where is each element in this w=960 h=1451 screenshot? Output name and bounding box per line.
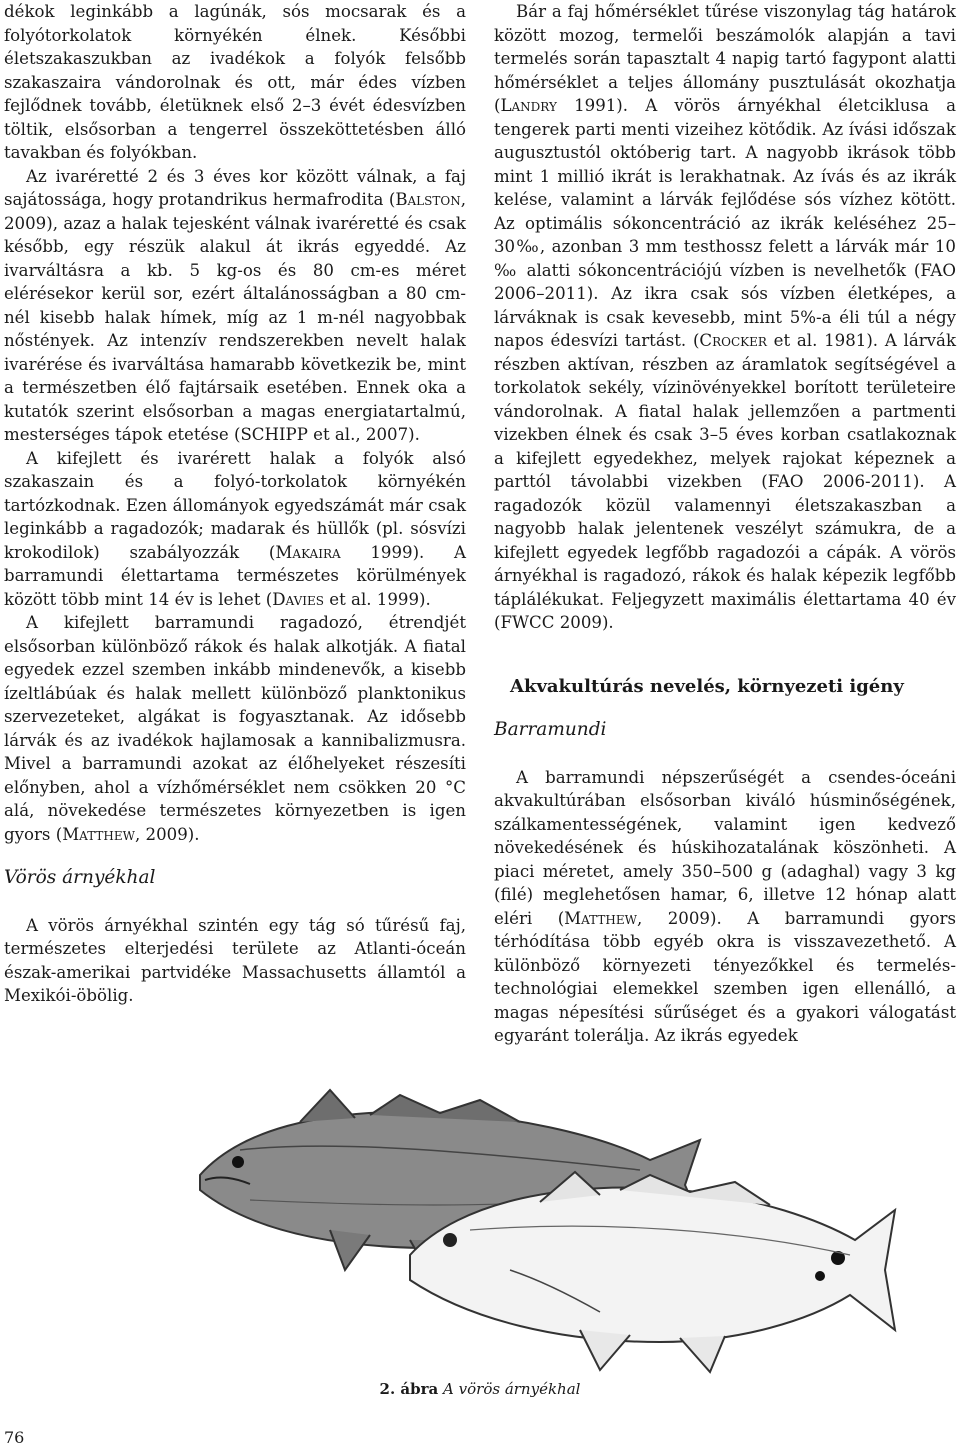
citation-landry: Landry: [500, 96, 557, 115]
citation-davies: Davies: [272, 589, 325, 609]
subheading-barramundi: Barramundi: [494, 719, 607, 740]
left-paragraph-2: Az ivaréretté 2 és 3 éves kor között válnak, a faj sajátossága, hogy protandrikus hermafrodita (Balston, 2009), azaz a halak tejesként válnak ivaréretté és csak később, egy részük alakul át ikrás egyeddé. Az ivarváltásra a kb. 5 kg-os és 80 cm-es méret elérésekor kerül sor, ezért általánosságban a 80 cm-nél kisebb halak hímek, míg az 1 m-nél nagyobbak nőstények. Az intenzív rendszerekben nevelt halak ivarérése és ivarváltása hamarabb következik be, mint a természetben élő fajtársaik esetében. Ennek oka a kutatók szerint elsősorban a magas energiatartalmú, mesterséges tápok etetése (SCHIPP et al., 2007).: [4, 166, 466, 444]
red-drum-drawing: [180, 1080, 900, 1380]
citation-makaira: Makaira: [275, 542, 341, 562]
right-paragraph-1: Bár a faj hőmérséklet tűrése viszonylag tág határok között mozog, termelői beszámolók alapján a tavi termelés során tapasztalt 4 napig tartó fagypont alatti hőmérséklet a teljes állomány pusztulását okozhatja (Landry 1991). A vörös árnyékhal életciklusa a tengerek parti menti vizeihez kötődik. Az ívási időszak augusztustól októberig tart. A nagyobb ikrások több mint 1 millió ikrát is lerakhatnak. Az ívás és az ikrák kelése, valamint a lárvák fejlődése sós vízhez kötött. Az optimális sókoncentráció az ikrák keléséhez 25–30‰, azonban 3 mm testhossz felett a lárvák már 10 ‰ alatti sókoncentrációjú vízben is nevelhetők (FAO 2006–2011). Az ikra csak sós vízben életképes, a lárváknak is csak kevesebb, mint 5%-a éli túl a négy napos édesvízi tartást. (Crocker et al. 1981). A lárvák részben aktívan, részben az áramlatok segítségével a torkolatok sekély, vízinövényekkel borított területeire vándorolnak. A fiatal halak jellemzően a partmenti vizekben élnek és csak 3–5 éves korban csatlakoznak a kifejlett egyedekhez, melyek rajokat képeznek a parttól távolabbi vizekben (FAO 2006-2011). A ragadozók közül valamennyi életszakaszban a nagyobb halak jelentenek veszélyt számukra, de a kifejlett egyedek legfőbb ragadozói a cápák. A vörös árnyékhal is ragadozó, rákok és halak képezik legfőbb táplálékukat. Feljegyzett maximális élettartama 40 év (FWCC 2009).: [494, 2, 956, 632]
fish-illustration: [180, 1080, 900, 1380]
figure-caption: [0, 1380, 960, 1398]
section-heading: Akvakultúrás nevelés, környezeti igény: [510, 675, 904, 697]
figure-caption-text: A vörös árnyékhal: [443, 1380, 581, 1398]
figure-label: 2. ábra: [379, 1380, 439, 1398]
left-paragraph-5: A vörös árnyékhal szintén egy tág só tűrésű faj, természetes elterjedési területe az Atlanti-óceán észak-amerikai partvidéke Massachusetts államtól a Mexikói-öbölig.: [4, 915, 466, 1005]
left-paragraph-4: A kifejlett barramundi ragadozó, étrendjét elsősorban különböző rákok és halak alkotják. A fiatal egyedek ezzel szemben inkább mindenevők, a kisebb ízeltlábúak és halak mellett különböző planktonikus szervezeteket, algákat is fogyasztanak. Az idősebb lárvák és az ivadékok hajlamosak a kannibalizmusra. Mivel a barramundi azokat az élőhelyeket részesíti előnyben, ahol a vízhőmérséklet nem csökken 20 °C alá, növekedése természetes környezetben is igen gyors (Matthew, 2009).: [4, 613, 466, 844]
left-paragraph-1: dékok leginkább a lagúnák, sós mocsarak és a folyótorkolatok környékén élnek. Későbbi életszakaszukban az ivadékok a folyók felsőbb szakaszaira vándorolnak és ott, már édes vízben fejlődnek tovább, életüknek első 2–3 évét édesvízben töltik, elsősorban a tengerrel összeköttetésben álló tavakban és folyókban.: [4, 2, 466, 162]
page-number: 76: [4, 1428, 25, 1447]
right-column: [494, 0, 956, 1048]
left-paragraph-3: A kifejlett és ivarérett halak a folyók alsó szakaszain és a folyó-torkolatok környékén tartózkodnak. Ezen állományok egyedszámát már csak leginkább a ragadozók; madarak és hüllők (pl. sósvízi krokodilok) szabályozzák (Makaira 1999). A barramundi élettartama természetes körülmények között több mint 14 év is lehet (Davies et al. 1999).: [4, 448, 466, 609]
citation-balston: Balston: [395, 190, 461, 209]
right-paragraph-2: A barramundi népszerűségét a csendes-óceáni akvakultúrában elsősorban kiváló húsminőségének, szálkamentességének, valamint igen kedvező növekedésének és húskihozatalának köszönheti. A piaci méretet, amely 350–500 g (adaghal) vagy 3 kg (filé) meglehetősen hamar, 6, illetve 12 hónap alatt eléri (Matthew, 2009). A barramundi gyors térhódítása több egyéb okra is visszavezethető. A különböző környezeti tényezőkkel és termelés-technológiai elemekkel szemben igen ellenálló, a magas népesítési sűrűséget és a gyakori válogatást egyaránt tolerálja. Az ikrás egyedek: [494, 767, 956, 1045]
left-column: [4, 0, 466, 1008]
citation-matthew-2: Matthew: [564, 908, 637, 928]
citation-crocker: Crocker: [699, 331, 767, 350]
citation-matthew: Matthew: [62, 824, 135, 844]
subheading-voros-arnyekhal: Vörös árnyékhal: [4, 867, 156, 888]
